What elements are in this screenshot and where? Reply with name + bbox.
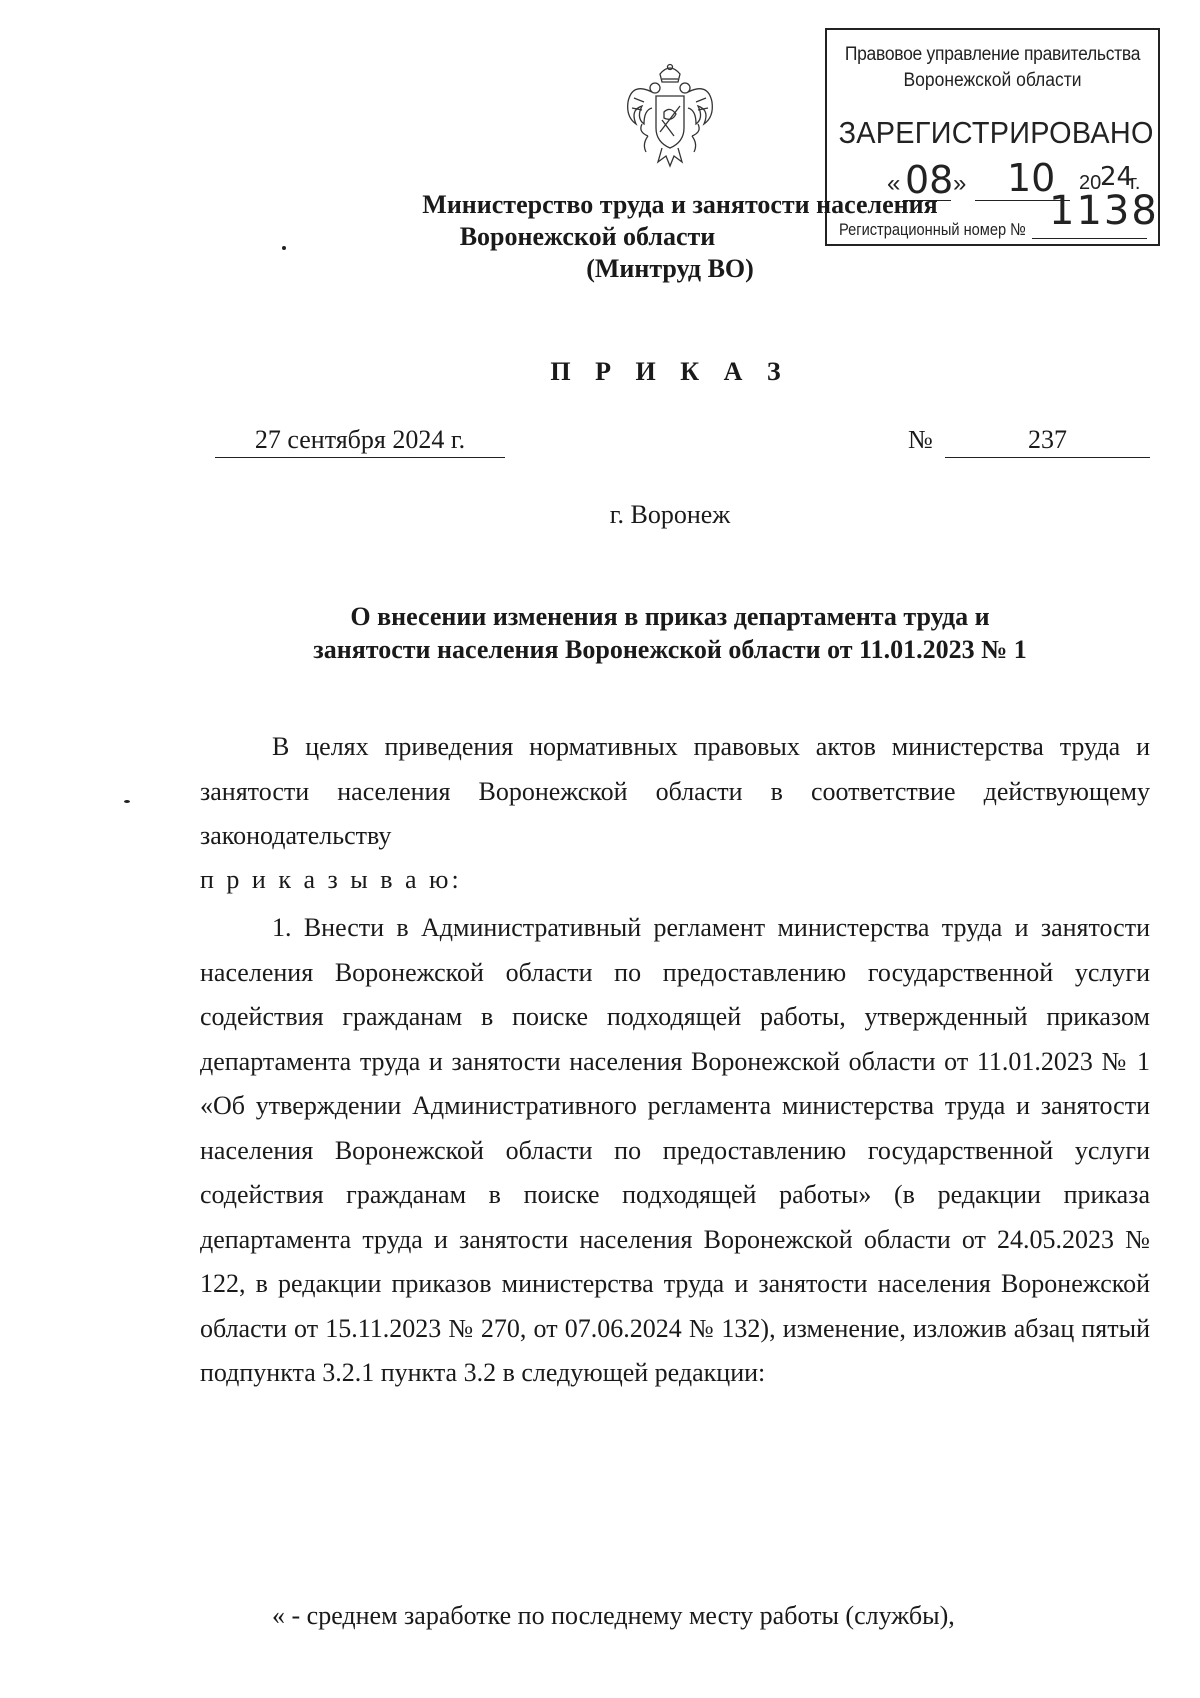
decree-word: п р и к а з ы в а ю:	[200, 865, 462, 894]
stamp-handwritten-reg-number: 1138	[1049, 188, 1159, 234]
close-quote: »	[953, 170, 967, 197]
order-subject	[0, 600, 1200, 666]
ministry-name-line1: Министерство труда и занятости населения	[422, 190, 938, 219]
order-number: 237	[945, 425, 1150, 458]
stamp-organization-line2: Воронежской области	[903, 70, 1082, 91]
stamp-handwritten-month: 10	[1007, 156, 1056, 200]
quoted-amendment-start: « - среднем заработке по последнему месту работы (службы),	[272, 1601, 955, 1630]
order-subject-line1: О внесении изменения в приказ департамента труда и	[350, 602, 990, 631]
item-1-paragraph: 1. Внести в Административный регламент министерства труда и занятости населения Воронежской области по предоставлению государственной услуги содействия гражданам в поиске подходящей работы, утвержденный приказом департамента труда и занятости населения Воронежской области от 11.01.2023 № 1 «Об утверждении Административного регламента министерства труда и занятости населения Воронежской области по предоставлению государственной услуги содействия гражданам в поиске подходящей работы» (в редакции приказа департамента труда и занятости населения Воронежской области от 24.05.2023 № 122, в редакции приказов министерства труда и занятости населения Воронежской области от 15.11.2023 № 270, от 07.06.2024 № 132), изменение, изложив абзац пятый подпункта 3.2.1 пункта 3.2 в следующей редакции:	[200, 913, 1150, 1387]
scan-speck	[282, 246, 286, 250]
order-subject-line2: занятости населения Воронежской области от 11.01.2023 № 1	[313, 635, 1027, 664]
stamp-handwritten-day: 08	[905, 158, 954, 202]
order-number-sign: №	[908, 425, 933, 454]
stamp-year-unit: г.	[1130, 172, 1141, 194]
order-city: г. Воронеж	[609, 500, 731, 529]
coat-of-arms-icon	[622, 62, 718, 170]
scan-speck	[124, 800, 130, 803]
stamp-registered-label: ЗАРЕГИСТРИРОВАНО	[838, 115, 1154, 150]
ministry-short-name: (Минтруд ВО)	[586, 254, 754, 283]
stamp-year-prefix: 20	[1079, 172, 1102, 194]
stamp-reg-number-label: Регистрационный номер №	[839, 220, 1026, 239]
order-title: П Р И К А З	[550, 357, 790, 386]
stamp-organization-line1: Правовое управление правительства	[844, 44, 1141, 65]
ministry-name-line2: Воронежской области	[459, 222, 716, 251]
stamp-handwritten-year: 24	[1100, 162, 1134, 192]
open-quote: «	[887, 170, 901, 197]
order-date: 27 сентября 2024 г.	[215, 425, 505, 458]
preamble-paragraph: В целях приведения нормативных правовых актов министерства труда и занятости населения Воронежской области в соответствие действующему законодательству	[200, 732, 1150, 850]
